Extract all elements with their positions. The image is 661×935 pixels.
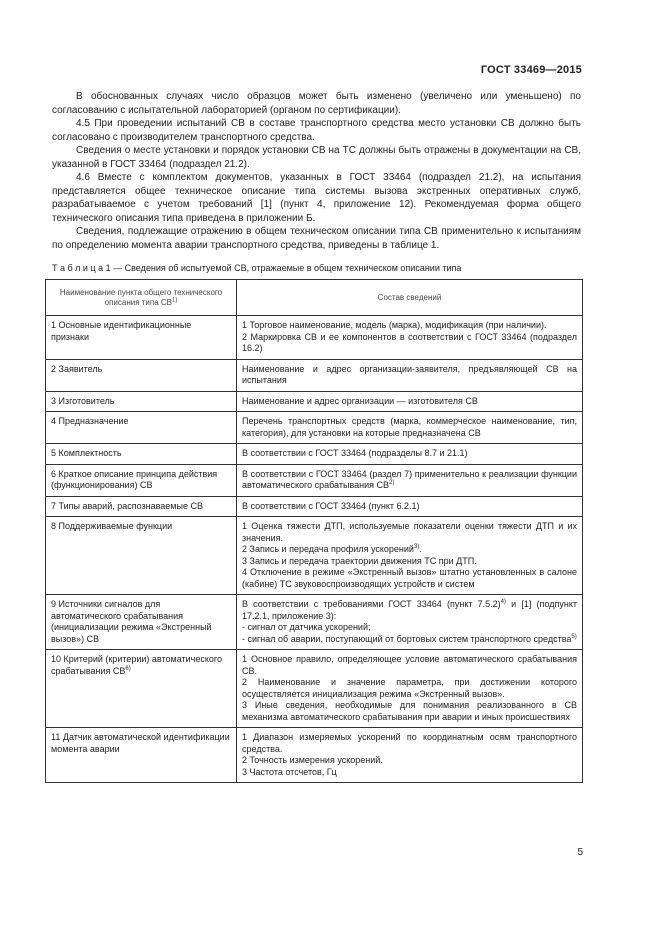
table-row xyxy=(46,496,583,517)
content-line xyxy=(242,396,577,408)
content-text: В соответствии с требованиями ГОСТ 33464 (пункт 7.5.2) xyxy=(242,599,501,609)
column-header-item xyxy=(46,280,237,316)
content-text: 1 Оценка тяжести ДТП, используемые показатели оценки тяжести ДТП и их значения. xyxy=(242,521,577,543)
table-row xyxy=(46,316,583,360)
row-content xyxy=(237,728,583,783)
table-caption: Т а б л и ц а 1 — Сведения об испытуемой СВ, отражаемые в общем техническом описании типа xyxy=(52,263,462,273)
content-line xyxy=(242,755,577,767)
row-item-label: 3 Изготовитель xyxy=(51,395,115,406)
row-item-name xyxy=(46,412,237,444)
content-text: 2 Запись и передача профиля ускорений xyxy=(242,544,414,554)
content-text: В соответствии с ГОСТ 33464 (подразделы 8.7 и 21.1) xyxy=(242,448,468,458)
row-item-label: 8 Поддерживаемые функции xyxy=(51,521,173,531)
content-line xyxy=(242,448,577,460)
column-header-item-label: Наименование пункта общего технического описания типа СВ xyxy=(59,287,223,307)
row-item-name xyxy=(46,496,237,517)
content-text: Перечень транспортных средств (марка, коммерческое наименование, тип, категория), для установки на которые предназначена СВ xyxy=(242,416,577,438)
row-item-name xyxy=(46,444,237,465)
row-content xyxy=(237,650,583,728)
content-text: 1 Основное правило, определяющее условие автоматического срабатывания СВ. xyxy=(242,654,577,676)
row-item-name xyxy=(46,464,237,496)
row-content xyxy=(237,444,583,465)
content-line xyxy=(242,732,577,755)
content-text-tail: и [1] (подпункт 17.2.1, приложение 3): xyxy=(242,599,577,621)
content-text: 1 Торговое наименование, модель (марка), модификация (при наличии). xyxy=(242,320,547,330)
content-text: - сигнал об аварии, поступающий от бортовых систем транспортного средства xyxy=(242,633,572,644)
paragraph: В обоснованных случаях число образцов может быть изменено (увеличено или уменьшено) по согласованию с испытательной лабораторией (органом по сертификации). xyxy=(52,91,581,116)
table-row xyxy=(46,517,583,595)
content-line xyxy=(242,556,577,568)
content-text: 3 Частота отсчетов, Гц xyxy=(242,766,337,777)
paragraph: Сведения о месте установки и порядок установки СВ на ТС должны быть отражены в документации на СВ, указанной в ГОСТ 33464 (подраздел 21.2). xyxy=(52,145,581,170)
body-text xyxy=(52,90,581,252)
content-line xyxy=(242,544,577,556)
content-line xyxy=(242,622,577,634)
table-body xyxy=(46,316,583,783)
row-item-label: 7 Типы аварий, распознаваемые СВ xyxy=(51,500,203,511)
row-content xyxy=(237,496,583,517)
content-text: 2 Маркировка СВ и ее компонентов в соответствии с ГОСТ 33464 (подраздел 16.2) xyxy=(242,331,577,353)
content-line xyxy=(242,320,577,332)
content-text: Наименование и адрес организации — изготовителя СВ xyxy=(242,395,478,406)
content-text: 3 Запись и передача траектории движения ТС при ДТП. xyxy=(242,555,477,566)
paragraph: Сведения, подлежащие отражению в общем техническом описании типа СВ применительно к испытаниям по определению момента аварии транспортного средства, приведены в таблице 1. xyxy=(52,226,581,251)
row-item-label: 11 Датчик автоматической идентификации момента аварии xyxy=(51,732,230,754)
content-line xyxy=(242,599,577,622)
table-row xyxy=(46,464,583,496)
table-row xyxy=(46,412,583,444)
row-content xyxy=(237,517,583,595)
row-item-label: 1 Основные идентификационные признаки xyxy=(51,320,192,342)
row-item-name xyxy=(46,650,237,728)
table-row xyxy=(46,728,583,783)
row-item-label: 2 Заявитель xyxy=(51,363,103,374)
content-text: - сигнал от датчика ускорений; xyxy=(242,622,371,632)
content-text: 2 Точность измерения ускорений. xyxy=(242,755,383,765)
row-content xyxy=(237,412,583,444)
table-header-row xyxy=(46,280,583,316)
row-item-label: 10 Критерий (критерии) автоматического срабатывания СВ xyxy=(51,654,223,676)
content-line xyxy=(242,767,577,779)
content-line xyxy=(242,634,577,646)
paragraph: 4.6 Вместе с комплектом документов, указанных в ГОСТ 33464 (подраздел 21.2), на испытания представляется общее техническое описание типа системы вызова экстренных оперативных служб, разрабатываемое с учетом требований [1] (пункт 4, приложение 12). Рекомендуемая форма общего технического описания типа приведена в приложении Б. xyxy=(52,172,581,224)
document-code-header: ГОСТ 33469—2015 xyxy=(480,64,582,76)
content-line xyxy=(242,332,577,355)
table-row xyxy=(46,391,583,412)
content-text: 4 Отключение в режиме «Экстренный вызов» штатно установленных в салоне (кабине) ТС звуковоспроизводящих устройств и систем xyxy=(242,567,577,589)
table-row xyxy=(46,650,583,728)
page-number: 5 xyxy=(577,847,583,858)
footnote-ref: 3) xyxy=(413,544,420,550)
row-content xyxy=(237,316,583,360)
row-item-label: 5 Комплектность xyxy=(51,448,122,458)
content-text: 2 Наименование и значение параметра, при достижении которого осуществляется инициализация режима «Экстренный вызов». xyxy=(242,677,577,699)
row-item-name xyxy=(46,728,237,783)
content-line xyxy=(242,364,577,387)
row-item-label: 4 Предназначение xyxy=(51,416,129,426)
content-text-tail: . xyxy=(419,544,422,554)
row-item-name xyxy=(46,391,237,412)
content-line xyxy=(242,654,577,677)
paragraph: 4.5 При проведении испытаний СВ в составе транспортного средства место установки СВ должно быть согласовано с производителем транспортного средства. xyxy=(52,118,581,143)
footnote-ref: 1) xyxy=(172,296,178,303)
row-item-name xyxy=(46,359,237,391)
content-line xyxy=(242,469,577,492)
table-row xyxy=(46,444,583,465)
row-content xyxy=(237,359,583,391)
row-content xyxy=(237,595,583,650)
content-text: В соответствии с ГОСТ 33464 (пункт 6.2.1) xyxy=(242,500,420,511)
table-row xyxy=(46,359,583,391)
column-header-content: Состав сведений xyxy=(237,280,583,316)
footnote-ref: 6) xyxy=(125,665,131,672)
row-item-name xyxy=(46,316,237,360)
content-line xyxy=(242,700,577,723)
row-content xyxy=(237,391,583,412)
content-line xyxy=(242,416,577,439)
row-item-name xyxy=(46,517,237,595)
table-row xyxy=(46,595,583,650)
row-item-label: 6 Краткое описание принципа действия (функционирования) СВ xyxy=(51,468,218,490)
content-line xyxy=(242,677,577,700)
content-text: 3 Иные сведения, необходимые для понимания реализованного в СВ механизма автоматического срабатывания при аварии и иных происшествиях xyxy=(242,700,577,722)
content-text: Наименование и адрес организации-заявителя, предъявляющей СВ на испытания xyxy=(242,363,577,385)
footnote-ref: 5) xyxy=(571,633,577,640)
row-item-label: 9 Источники сигналов для автоматического срабатывания (инициализации режима «Экстренный вызов») СВ xyxy=(51,599,212,644)
content-line xyxy=(242,521,577,544)
footnote-ref: 4) xyxy=(500,599,507,605)
row-item-name xyxy=(46,595,237,650)
content-line xyxy=(242,501,577,513)
row-content xyxy=(237,464,583,496)
content-line xyxy=(242,567,577,590)
info-table xyxy=(45,279,583,783)
content-text: 1 Диапазон измеряемых ускорений по координатным осям транспортного средства. xyxy=(242,732,577,754)
content-text: В соответствии с ГОСТ 33464 (раздел 7) применительно к реализации функции автоматического срабатывания СВ xyxy=(242,468,577,490)
footnote-ref: 2) xyxy=(389,480,395,486)
